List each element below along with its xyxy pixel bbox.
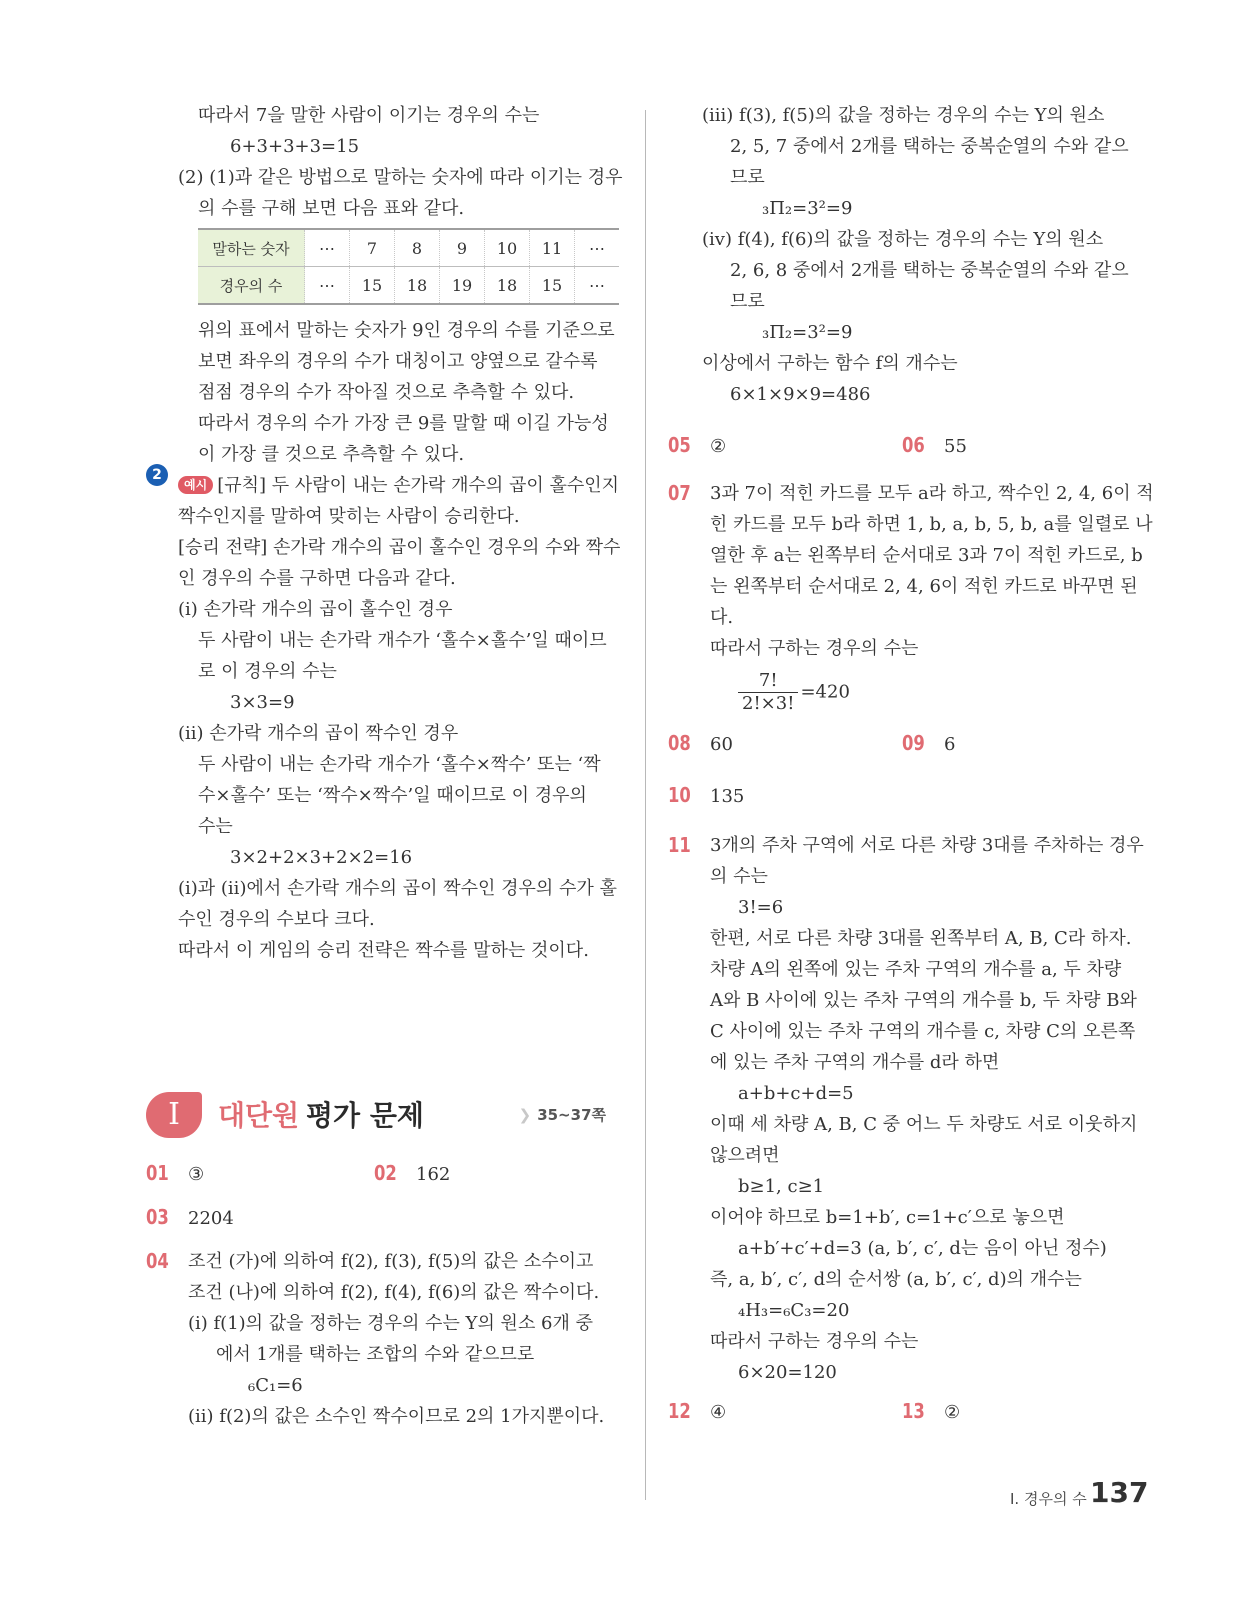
text-line: 3×2+2×3+2×2=16 — [230, 847, 413, 868]
fraction: $\frac{7!}{2!\times 3!}$ — [738, 670, 798, 715]
text-line: 3과 7이 적힌 카드를 모두 a라 하고, 짝수인 2, 4, 6이 적 — [710, 483, 1154, 504]
text-line: 수는 — [198, 816, 233, 837]
text-line: 인 경우의 수를 구하면 다음과 같다. — [178, 568, 456, 589]
text-line: [승리 전략] 손가락 개수의 곱이 홀수인 경우의 수와 짝수 — [178, 537, 621, 558]
text-line: (ⅳ) f(4), f(6)의 값을 정하는 경우의 수는 Y의 원소 — [702, 229, 1104, 250]
text-line: 따라서 구하는 경우의 수는 — [710, 638, 919, 659]
text-line: A와 B 사이에 있는 주차 구역의 개수를 b, 두 차량 B와 — [710, 990, 1137, 1011]
win-count-table — [198, 228, 619, 305]
text-line: 3×3=9 — [230, 692, 295, 713]
chevron-right-icon: ❯ — [518, 1106, 532, 1124]
table-row — [198, 229, 619, 267]
example-number-marker: 2 — [146, 464, 168, 486]
text-line: 점점 경우의 수가 작아질 것으로 추측할 수 있다. — [198, 382, 575, 403]
answer-01: 01 ③ — [146, 1161, 205, 1185]
right-column — [702, 100, 1142, 410]
text-line: 조건 (가)에 의하여 f(2), f(3), f(5)의 값은 소수이고 — [188, 1251, 594, 1272]
table-cell: 15 — [350, 267, 395, 305]
text-line: 이 가장 클 것으로 추측할 수 있다. — [198, 444, 465, 465]
column-divider — [645, 110, 646, 1500]
answer-10: 10 135 — [668, 783, 745, 807]
answer-07: 07 3과 7이 적힌 카드를 모두 a라 하고, 짝수인 2, 4, 6이 적 힌 카드를 모두 b라 하면 1, b, a, b, 5, b, a를 일렬로 나 열한 후 a는 왼쪽부터 순서대로 3과 7이 적힌 카드로, b 는 왼쪽부터 순서대로 2, 4, 6이 적힌 카드로 바꾸면 된 다. 따라서 구하는 경우의 수는 $\frac{7!}{2!\times 3!}$ =420 — [668, 478, 1142, 509]
section-header — [146, 1092, 606, 1138]
table-cell: 9 — [440, 229, 485, 267]
table-cell: 8 — [395, 229, 440, 267]
text-line: 조건 (나)에 의하여 f(2), f(4), f(6)의 값은 짝수이다. — [188, 1282, 600, 1303]
text-line: 므로 — [730, 291, 765, 312]
text-line: 수×홀수’ 또는 ‘짝수×짝수’일 때이므로 이 경우의 — [198, 785, 587, 806]
section-title: 평가 문제 — [306, 1099, 424, 1132]
text-line: b≥1, c≥1 — [738, 1176, 825, 1197]
text-line: 3!=6 — [738, 897, 784, 918]
text-line: 즉, a, b′, c′, d의 순서쌍 (a, b′, c′, d)의 개수는 — [710, 1269, 1082, 1290]
text-line: 짝수인지를 말하여 맞히는 사람이 승리한다. — [178, 506, 520, 527]
answer-06: 06 55 — [902, 433, 967, 457]
text-line: 위의 표에서 말하는 숫자가 9인 경우의 수를 기준으로 — [198, 320, 615, 341]
text-line: 2, 5, 7 중에서 2개를 택하는 중복순열의 수와 같으 — [730, 136, 1129, 157]
table-cell: ⋯ — [305, 229, 350, 267]
text-line: 에서 1개를 택하는 조합의 수와 같으므로 — [216, 1344, 535, 1365]
text-line: 이상에서 구하는 함수 f의 개수는 — [702, 353, 958, 374]
text-line: 의 수는 — [710, 866, 768, 887]
section-badge: I — [146, 1092, 202, 1138]
text-line: 이어야 하므로 b=1+b′, c=1+c′으로 놓으면 — [710, 1207, 1065, 1228]
text-line: ₆C₁=6 — [248, 1375, 303, 1396]
table-cell: ⋯ — [575, 229, 620, 267]
footer-chapter: I. 경우의 수 — [1010, 1490, 1087, 1508]
answer-12: 12 ④ — [668, 1399, 727, 1423]
text-line: 6×1×9×9=486 — [730, 384, 871, 405]
text-line: 보면 좌우의 경우의 수가 대칭이고 양옆으로 갈수록 — [198, 351, 598, 372]
text-line: 두 사람이 내는 손가락 개수가 ‘홀수×홀수’일 때이므 — [198, 630, 607, 651]
text-line: ₄H₃=₆C₃=20 — [738, 1300, 850, 1321]
text-line: 3개의 주차 구역에 서로 다른 차량 3대를 주차하는 경우 — [710, 835, 1144, 856]
section-title-colored: 대단원 — [218, 1099, 300, 1132]
text-line: 두 사람이 내는 손가락 개수가 ‘홀수×짝수’ 또는 ‘짝 — [198, 754, 601, 775]
answer-05: 05 ② — [668, 433, 727, 457]
text-line: 이때 세 차량 A, B, C 중 어느 두 차량도 서로 이웃하지 — [710, 1114, 1138, 1135]
text-line: 열한 후 a는 왼쪽부터 순서대로 3과 7이 적힌 카드로, b — [710, 545, 1143, 566]
text-line: 수인 경우의 수보다 크다. — [178, 909, 375, 930]
table-cell: 15 — [530, 267, 575, 305]
left-column — [150, 100, 623, 966]
text-line: 의 수를 구해 보면 다음 표와 같다. — [198, 198, 465, 219]
table-header-count: 경우의 수 — [198, 267, 305, 305]
table-cell: ⋯ — [575, 267, 620, 305]
text-line: 차량 A의 왼쪽에 있는 주차 구역의 개수를 a, 두 차량 — [710, 959, 1122, 980]
answer-04: 04 조건 (가)에 의하여 f(2), f(3), f(5)의 값은 소수이고 조건 (나)에 의하여 f(2), f(4), f(6)의 값은 짝수이다. (ⅰ) f(1)의 값을 정하는 경우의 수는 Y의 원소 6개 중 에서 1개를 택하는 조합의 수와 같으므로 ₆C₁=6 (ⅱ) f(2)의 값은 소수인 짝수이므로 2의 1가지뿐이다. — [146, 1246, 616, 1277]
text-line: 6+3+3+3=15 — [230, 136, 360, 157]
answer-11: 11 3개의 주차 구역에 서로 다른 차량 3대를 주차하는 경우 의 수는 3!=6 한편, 서로 다른 차량 3대를 왼쪽부터 A, B, C라 하자. 차량 A의 왼쪽에 있는 주차 구역의 개수를 a, 두 차량 A와 B 사이에 있는 주차 구역의 개수를 b, 두 차량 B와 C 사이에 있는 주차 구역의 개수를 c, 차량 C의 오른쪽 에 있는 주차 구역의 개수를 d라 하면 a+b+c+d=5 이때 세 차량 A, B, C 중 어느 두 차량도 서로 이웃하지 않으려면 b≥1, c≥1 이어야 하므로 b=1+b′, c=1+c′으로 놓으면 a+b′+c′+d=3 (a, b′, c′, d는 음이 아닌 정수) 즉, a, b′, c′, d의 순서쌍 (a, b′, c′, d)의 개수는 ₄H₃=₆C₃=20 따라서 구하는 경우의 수는 6×20=120 — [668, 830, 1142, 861]
table-cell: ⋯ — [305, 267, 350, 305]
table-header-number: 말하는 숫자 — [198, 229, 305, 267]
text-line: (ⅱ) f(2)의 값은 소수인 짝수이므로 2의 1가지뿐이다. — [188, 1406, 605, 1427]
text-line: (ⅰ) 손가락 개수의 곱이 홀수인 경우 — [178, 599, 453, 620]
text-line: 다. — [710, 607, 734, 628]
text-line: 않으려면 — [710, 1145, 780, 1166]
page-number: 137 — [1090, 1476, 1149, 1509]
text-line: (2) (1)과 같은 방법으로 말하는 숫자에 따라 이기는 경우 — [178, 167, 623, 188]
answer-08: 08 60 — [668, 731, 733, 755]
text-line: a+b′+c′+d=3 (a, b′, c′, d는 음이 아닌 정수) — [738, 1238, 1107, 1259]
text-line: a+b+c+d=5 — [738, 1083, 854, 1104]
table-row — [198, 267, 619, 305]
text-line: 2, 6, 8 중에서 2개를 택하는 중복순열의 수와 같으 — [730, 260, 1129, 281]
text-line: (ⅰ) f(1)의 값을 정하는 경우의 수는 Y의 원소 6개 중 — [188, 1313, 593, 1334]
text-line: 따라서 이 게임의 승리 전략은 짝수를 말하는 것이다. — [178, 940, 589, 961]
example-pill: 예시 — [178, 476, 213, 494]
answer-02: 02 162 — [374, 1161, 451, 1185]
table-cell: 11 — [530, 229, 575, 267]
text-line: 따라서 구하는 경우의 수는 — [710, 1331, 919, 1352]
table-cell: 7 — [350, 229, 395, 267]
text-line: ₃Π₂=3²=9 — [762, 198, 853, 219]
fraction-expression: $\frac{7!}{2!\times 3!}$ =420 — [710, 664, 1154, 718]
text-line: ₃Π₂=3²=9 — [762, 322, 853, 343]
table-cell: 10 — [485, 229, 530, 267]
section-pages: ❯ 35~37쪽 — [518, 1106, 606, 1124]
text-line: 한편, 서로 다른 차량 3대를 왼쪽부터 A, B, C라 하자. — [710, 928, 1132, 949]
text-line: 로 이 경우의 수는 — [198, 661, 337, 682]
answer-03: 03 2204 — [146, 1205, 234, 1229]
text-line: (ⅲ) f(3), f(5)의 값을 정하는 경우의 수는 Y의 원소 — [702, 105, 1105, 126]
example-first-line: 예시 [규칙] 두 사람이 내는 손가락 개수의 곱이 홀수인지 — [150, 470, 620, 501]
text-line: 6×20=120 — [738, 1362, 837, 1383]
text-line: (ⅰ)과 (ⅱ)에서 손가락 개수의 곱이 짝수인 경우의 수가 홀 — [178, 878, 617, 899]
table-cell: 18 — [395, 267, 440, 305]
text-line: 힌 카드를 모두 b라 하면 1, b, a, b, 5, b, a를 일렬로 나 — [710, 514, 1153, 535]
answer-13: 13 ② — [902, 1399, 961, 1423]
table-cell: 19 — [440, 267, 485, 305]
text-line: (ⅱ) 손가락 개수의 곱이 짝수인 경우 — [178, 723, 459, 744]
table-cell: 18 — [485, 267, 530, 305]
answer-09: 09 6 — [902, 731, 956, 755]
text-line: C 사이에 있는 주차 구역의 개수를 c, 차량 C의 오른쪽 — [710, 1021, 1136, 1042]
text-line: 므로 — [730, 167, 765, 188]
text-line: 는 왼쪽부터 순서대로 2, 4, 6이 적힌 카드로 바꾸면 된 — [710, 576, 1138, 597]
text-line: 따라서 경우의 수가 가장 큰 9를 말할 때 이길 가능성 — [198, 413, 609, 434]
text-line: 에 있는 주차 구역의 개수를 d라 하면 — [710, 1052, 1000, 1073]
text-line: 따라서 7을 말한 사람이 이기는 경우의 수는 — [198, 105, 540, 126]
